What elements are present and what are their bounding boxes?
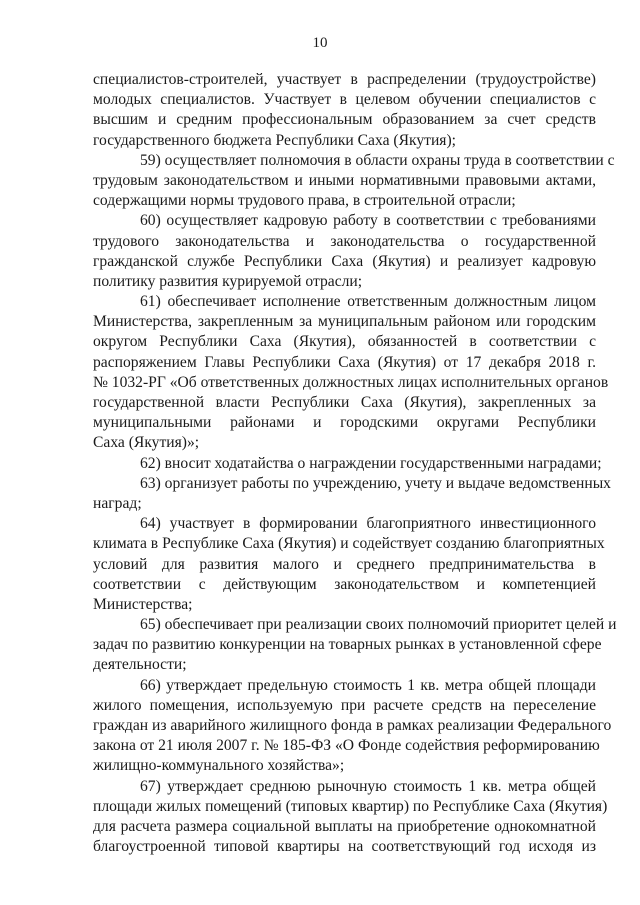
text-line: 59) осуществляет полномочия в области охраны труда в соответствии с bbox=[140, 151, 615, 169]
text-line: условий для развития малого и среднего предпринимательства в bbox=[93, 555, 596, 573]
text-line: муниципальными районами и городскими округами Республики bbox=[93, 414, 596, 432]
text-line: климата в Республике Саха (Якутия) и содействует созданию благоприятных bbox=[93, 535, 605, 553]
page-number: 10 bbox=[312, 35, 328, 51]
text-line: жилищно-коммунального хозяйства»; bbox=[93, 757, 345, 775]
text-line: площади жилых помещений (типовых квартир) по Республике Саха (Якутия) bbox=[93, 797, 608, 815]
text-line: благоустроенной типовой квартиры на соответствующий год исходя из bbox=[93, 838, 596, 856]
text-line: Саха (Якутия)»; bbox=[93, 434, 200, 452]
text-line: политику развития курируемой отрасли; bbox=[93, 272, 363, 290]
text-line: Министерства; bbox=[93, 595, 193, 613]
text-line: содержащими нормы трудового права, в строительной отрасли; bbox=[93, 192, 516, 210]
text-line: государственной власти Республики Саха (Якутия), закрепленных за bbox=[93, 394, 596, 411]
text-line: 61) обеспечивает исполнение ответственным должностным лицом bbox=[140, 293, 596, 311]
text-line: для расчета размера социальной выплаты на приобретение однокомнатной bbox=[93, 817, 596, 835]
text-line: № 1032-РГ «Об ответственных должностных лицах исполнительных органов bbox=[93, 373, 609, 391]
text-line: гражданской службе Республики Саха (Якутия) и реализует кадровую bbox=[93, 252, 596, 270]
text-line: специалистов-строителей, участвует в распределении (трудоустройстве) bbox=[93, 71, 596, 88]
text-line: молодых специалистов. Участвует в целевом обучении специалистов с bbox=[93, 91, 596, 109]
text-line: трудовым законодательством и иными нормативными правовыми актами, bbox=[93, 171, 596, 189]
text-line: 62) вносит ходатайства о награждении государственными наградами; bbox=[140, 454, 602, 472]
text-line: 63) организует работы по учреждению, учету и выдаче ведомственных bbox=[140, 474, 611, 492]
text-line: Министерства, закрепленным за муниципальным районом или городским bbox=[93, 313, 596, 331]
text-line: жилого помещения, используемую при расчете средств на переселение bbox=[93, 696, 596, 714]
text-line: наград; bbox=[93, 494, 142, 512]
text-line: 65) обеспечивает при реализации своих полномочий приоритет целей и bbox=[140, 616, 617, 634]
text-line: высшим и средним профессиональным образованием за счет средств bbox=[93, 111, 596, 129]
text-line: трудового законодательства и законодательства о государственной bbox=[93, 232, 596, 250]
text-line: округом Республики Саха (Якутия), обязанностей в соответствии с bbox=[93, 333, 596, 351]
document-body bbox=[93, 70, 617, 857]
text-line: 67) утверждает среднюю рыночную стоимость 1 кв. метра общей bbox=[140, 777, 596, 795]
text-line: 60) осуществляет кадровую работу в соответствии с требованиями bbox=[140, 212, 596, 230]
text-line: соответствии с действующим законодательством и компетенцией bbox=[93, 575, 596, 593]
text-line: государственного бюджета Республики Саха (Якутия); bbox=[93, 131, 456, 149]
text-line: деятельности; bbox=[93, 656, 187, 674]
text-line: задач по развитию конкуренции на товарных рынках в установленной сфере bbox=[93, 636, 602, 654]
text-line: 66) утверждает предельную стоимость 1 кв. метра общей площади bbox=[140, 676, 596, 694]
text-line: закона от 21 июля 2007 г. № 185-ФЗ «О Фонде содействия реформированию bbox=[93, 737, 600, 755]
text-line: распоряжением Главы Республики Саха (Якутия) от 17 декабря 2018 г. bbox=[93, 353, 596, 371]
text-line: граждан из аварийного жилищного фонда в рамках реализации Федерального bbox=[93, 717, 612, 734]
text-line: 64) участвует в формировании благоприятного инвестиционного bbox=[140, 515, 596, 533]
